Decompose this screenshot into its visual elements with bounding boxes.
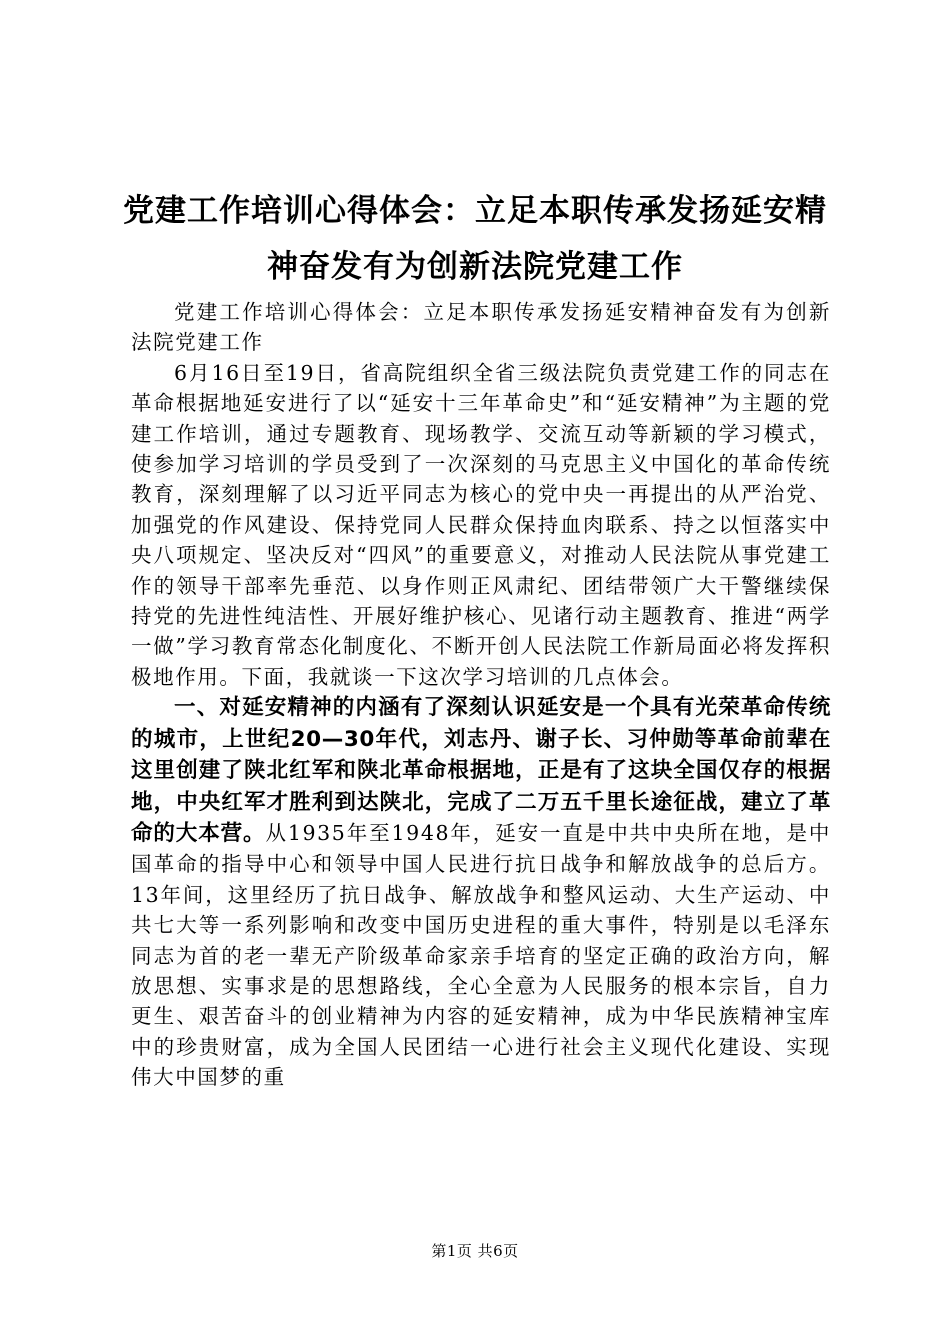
document-body [131, 297, 831, 1093]
document-title: 党建工作培训心得体会：立足本职传承发扬延安精神奋发有为创新法院党建工作 [123, 193, 827, 285]
paragraph-section-one [131, 692, 831, 1092]
paragraph-intro: 6月16日至19日，省高院组织全省三级法院负责党建工作的同志在革命根据地延安进行了以“延安十三年革命史”和“延安精神”为主题的党建工作培训，通过专题教育、现场教学、交流互动等新颖的学习模式，使参加学习培训的学员受到了一次深刻的马克思主义中国化的革命传统教育，深刻理解了以习近平同志为核心的党中央一再提出的从严治党、加强党的作风建设、保持党同人民群众保持血肉联系、持之以恒落实中央八项规定、坚决反对“四风”的重要意义，对推动人民法院从事党建工作的领导干部率先垂范、以身作则正风肃纪、团结带领广大干警继续保持党的先进性纯洁性、开展好维护核心、见诸行动主题教育、推进“两学一做”学习教育常态化制度化、不断开创人民法院工作新局面必将发挥积极地作用。下面，我就谈一下这次学习培训的几点体会。 [131, 360, 831, 689]
paragraph-subtitle: 党建工作培训心得体会：立足本职传承发扬延安精神奋发有为创新法院党建工作 [131, 300, 831, 355]
section-one-text: 从1935年至1948年，延安一直是中共中央所在地，是中国革命的指导中心和领导中国人民进行抗日战争和解放战争的总后方。13年间，这里经历了抗日战争、解放战争和整风运动、大生产运动、中共七大等一系列影响和改变中国历史进程的重大事件，特别是以毛泽东同志为首的老一辈无产阶级革命家亲手培育的坚定正确的政治方向，解放思想、实事求是的思想路线，全心全意为人民服务的根本宗旨，自力更生、艰苦奋斗的创业精神为内容的延安精神，成为中华民族精神宝库中的珍贵财富，成为全国人民团结一心进行社会主义现代化建设、实现伟大中国梦的重 [131, 820, 831, 1090]
section-one-heading: 一、对延安精神的内涵有了深刻认识延安是一个具有光荣革命传统的城市，上世纪20—30年代，刘志丹、谢子长、习仲勋等革命前辈在这里创建了陕北红军和陕北革命根据地，正是有了这块全国仅存的根据地，中央红军才胜利到达陕北，完成了二万五千里长途征战，建立了革命的大本营。 [131, 695, 831, 846]
page-footer: 第1页 共6页 [431, 1242, 519, 1260]
